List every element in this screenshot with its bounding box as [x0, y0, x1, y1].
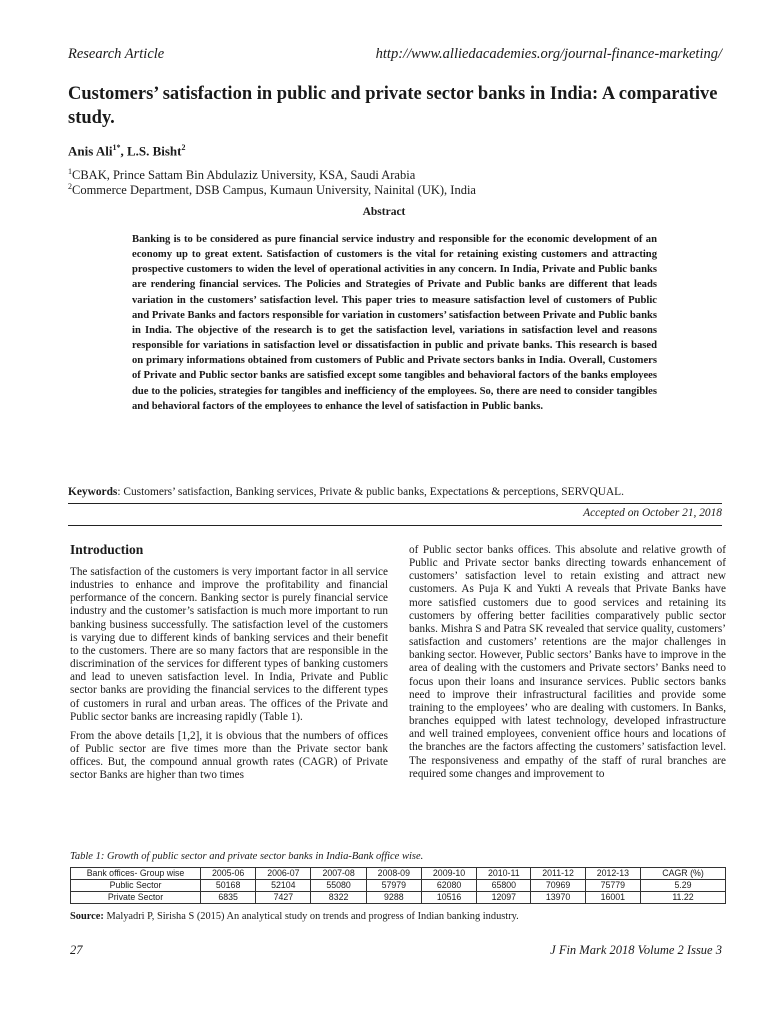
table-header-cell: 2010-11: [477, 868, 531, 880]
keywords-line: [68, 486, 624, 498]
author-affiliation-marker: 1*: [112, 143, 121, 152]
table-header-cell: 2011-12: [531, 868, 585, 880]
table-row: [71, 880, 726, 892]
keywords-label: Keywords: [68, 486, 118, 498]
author-name: Anis Ali: [68, 143, 113, 159]
table-cell: 11.22: [641, 892, 726, 904]
author-list: [68, 143, 186, 159]
table-cell: 16001: [585, 892, 640, 904]
table-header-cell: Bank offices- Group wise: [71, 868, 201, 880]
table-cell: 7427: [256, 892, 311, 904]
table-header-cell: 2008-09: [366, 868, 421, 880]
table-header-cell: 2012-13: [585, 868, 640, 880]
intro-paragraph: From the above details [1,2], it is obvious that the numbers of offices of Public sector are five times more than the Private sector bank offices. But, the compound annual growth rates (CAGR) of Private sector Banks are higher than two times: [70, 729, 388, 782]
table-header-row: [71, 868, 726, 880]
table-row: [71, 892, 726, 904]
page-number: 27: [70, 943, 83, 957]
table-cell: 12097: [477, 892, 531, 904]
table-header-cell: CAGR (%): [641, 868, 726, 880]
keywords-divider: [68, 503, 722, 504]
table-header-cell: 2006-07: [256, 868, 311, 880]
table-cell: 50168: [201, 880, 256, 892]
accepted-divider: [68, 525, 722, 526]
table-cell: 55080: [311, 880, 366, 892]
source-label: Source:: [70, 911, 104, 922]
table-header-cell: 2009-10: [421, 868, 476, 880]
affiliation-text: Commerce Department, DSB Campus, Kumaun University, Nainital (UK), India: [72, 183, 476, 198]
table-cell: 57979: [366, 880, 421, 892]
affiliation: [68, 179, 476, 198]
introduction-heading: Introduction: [70, 542, 144, 557]
bank-offices-table: [70, 867, 726, 904]
table-cell: 70969: [531, 880, 585, 892]
table-cell: 8322: [311, 892, 366, 904]
accepted-date: Accepted on October 21, 2018: [583, 507, 722, 519]
author-name: L.S. Bisht: [126, 143, 182, 159]
table-cell: 62080: [421, 880, 476, 892]
affiliation-text: CBAK, Prince Sattam Bin Abdulaziz University, KSA, Saudi Arabia: [72, 168, 416, 183]
source-text: Malyadri P, Sirisha S (2015) An analytical study on trends and progress of Indian banking industry.: [103, 911, 519, 922]
table-header-cell: 2005-06: [201, 868, 256, 880]
author-affiliation-marker: 2: [181, 143, 186, 152]
affiliation-marker: 1: [68, 167, 72, 176]
table-cell: 10516: [421, 892, 476, 904]
intro-paragraph-continued: of Public sector banks offices. This absolute and relative growth of Public and Private sector banks directing towards enhancement of customers’ satisfaction level to retain existing and attract new customers. As Puja K and Yukti A reveals that Private Banks have more satisfied customers due to good services and retaining its customers by offering better facilities comparatively public sector banks. Mishra S and Patra SK revealed that service quality, customers’ satisfaction and customers’ retentions are the major challenges in banking sector. However, Public sectors’ Banks have to improve in the area of dealing with the customers and Private sectors’ Banks need to focus upon their loans and insurance services. Public sectors banks need to improve their infrastructural facilities and provide some training to the employees’ who are dealing with customers. In Banks, branches equipped with latest technology, developed infrastructure and well trained employees, convenient office hours and locations of the branches are the factors affecting the customers’ satisfaction level. The responsiveness and empathy of the staff of rural branches are required some changes and improvement to: [409, 544, 726, 780]
keywords-text: : Customers’ satisfaction, Banking services, Private & public banks, Expectations & perceptions, SERVQUAL.: [117, 486, 624, 498]
table-cell: Private Sector: [71, 892, 201, 904]
table-cell: Public Sector: [71, 880, 201, 892]
running-header-label: Research Article: [68, 46, 165, 62]
table-caption: Table 1: Growth of public sector and private sector banks in India-Bank office wise.: [70, 851, 424, 862]
author-separator: ,: [120, 143, 127, 159]
table-cell: 6835: [201, 892, 256, 904]
article-title: Customers’ satisfaction in public and private sector banks in India: A comparative study.: [68, 84, 718, 128]
table-header-cell: 2007-08: [311, 868, 366, 880]
table-cell: 65800: [477, 880, 531, 892]
affiliation-marker: 2: [68, 182, 72, 191]
right-column: [409, 544, 726, 787]
abstract-text: Banking is to be considered as pure financial service industry and responsible for the economic development of an economy up to great extent. Satisfaction of customers is the vital for retaining existing customers and attracting prospective customers to widen the level of operational activities in any concern. In India, Private and Public banks are rendering financial services. The Policies and Strategies of Private and Public banks are different that leads variation in the customers’ satisfaction level. This paper tries to measure satisfaction level of customers of Public and Private Banks and factors responsible for variation in customers’ satisfaction between Private and Public banks in India. The objective of the research is to get the satisfaction level, variations in satisfaction level and reasons responsible for variations in satisfaction level or dissatisfaction in public and private banks. This research is based on primary informations obtained from customers of Public and Private sectors banks in India. Overall, Customers of Private and Public sector banks are satisfied except some tangibles and behavioral factors of the banks employees due to the policies, strategies for tangibles and inefficiency of the employees. So, there are need to consider tangibles and behavioral factors of the employees to enhance the level of satisfaction in Public banks.: [132, 234, 657, 412]
table-cell: 13970: [531, 892, 585, 904]
table-cell: 9288: [366, 892, 421, 904]
table-source: [70, 911, 519, 922]
journal-url: http://www.alliedacademies.org/journal-finance-marketing/: [375, 46, 722, 62]
left-column: [70, 566, 388, 789]
journal-citation: J Fin Mark 2018 Volume 2 Issue 3: [550, 943, 722, 957]
table-cell: 75779: [585, 880, 640, 892]
table-cell: 52104: [256, 880, 311, 892]
intro-paragraph: The satisfaction of the customers is very important factor in all service industries to enhance and improve the profitability and financial performance of the concern. Banking sector is purely financial service industry and the customer’s satisfaction is much more important to run banking business successfully. The satisfaction level of the customers is varying due to different kinds of banking services and their benefit to the customers. There are so many factors that are responsible in the discrimination of the services for different types of banking customers and lead to uneven satisfaction level. In India, Private and Public sector banks are providing the financial services to the different types of customers in rural and urban areas. The offices of the Private and Public sector banks are increasing rapidly (Table 1).: [70, 566, 388, 723]
table-cell: 5.29: [641, 880, 726, 892]
abstract-heading: Abstract: [362, 206, 406, 218]
